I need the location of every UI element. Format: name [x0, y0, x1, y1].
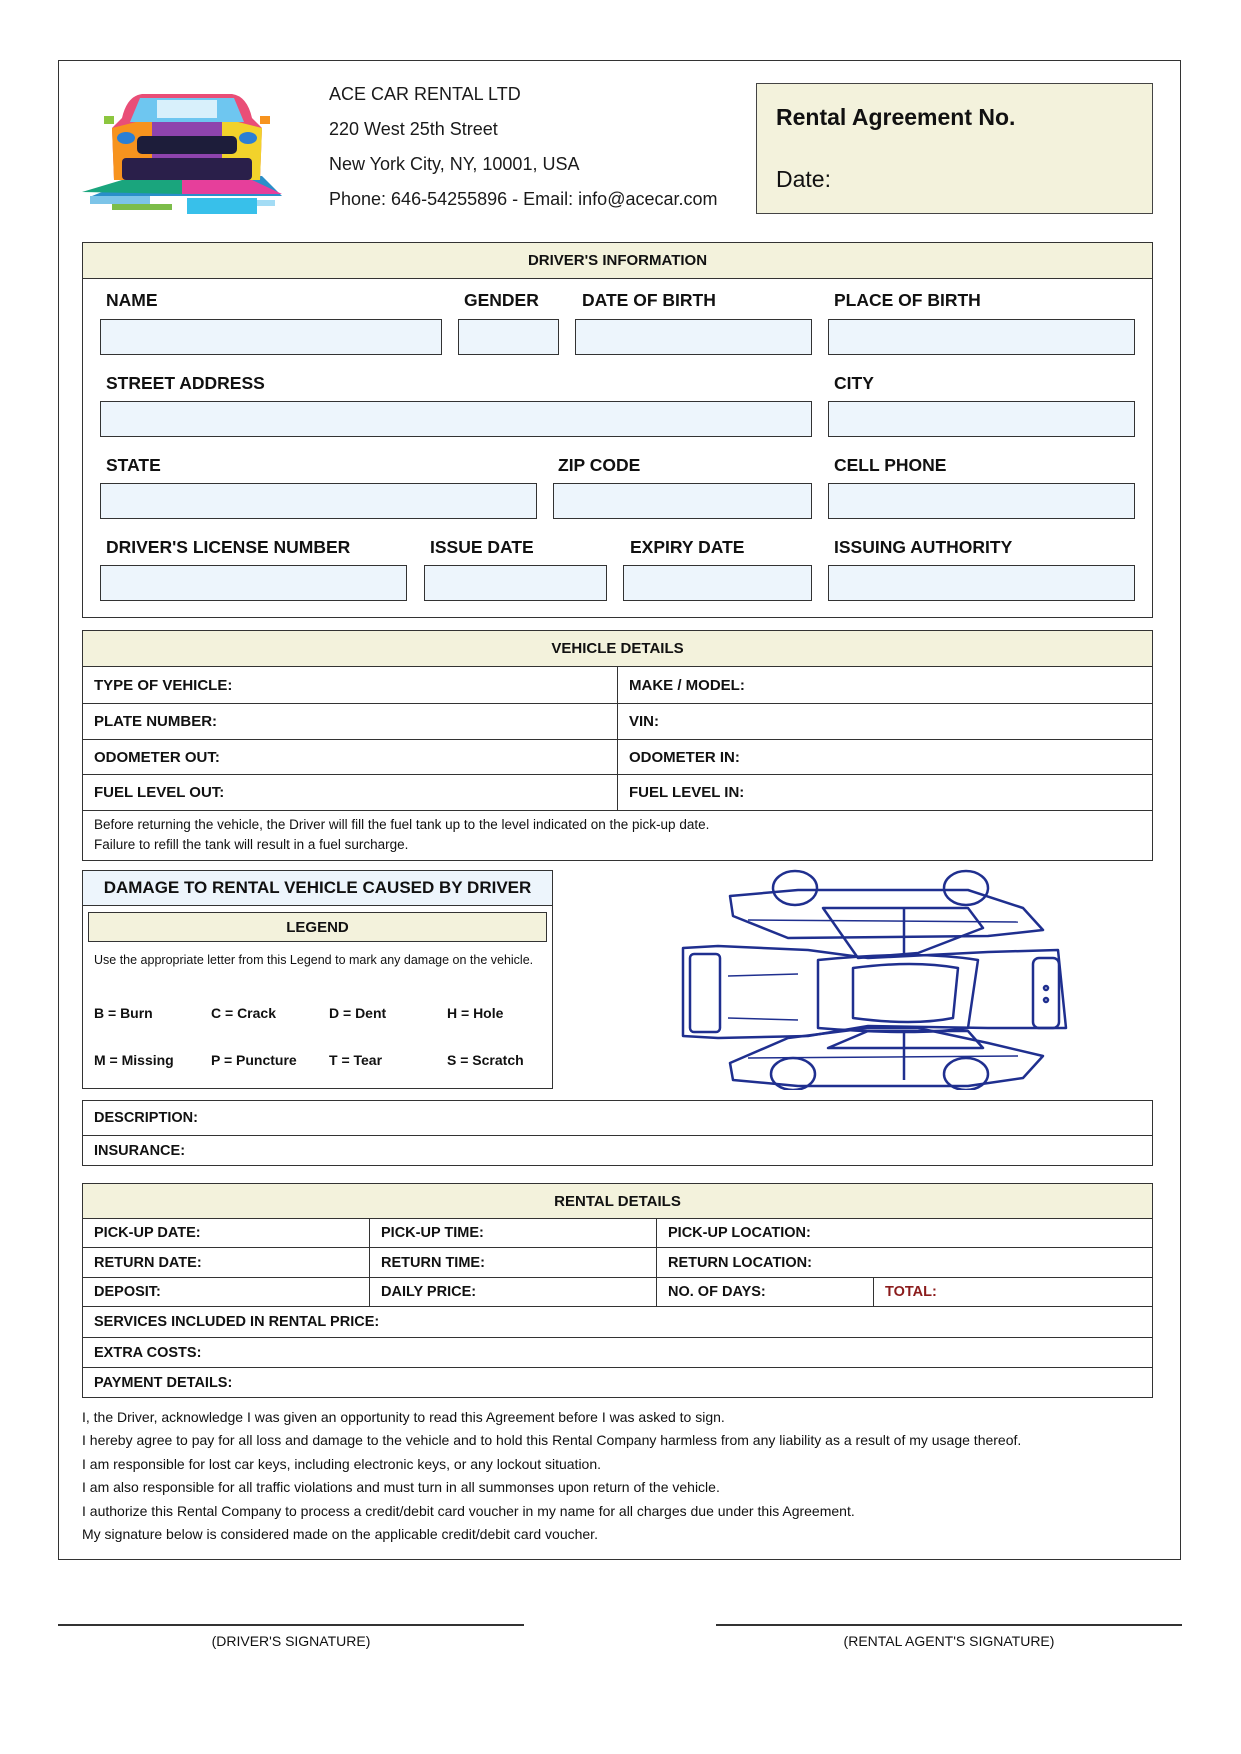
state-label: STATE — [106, 455, 161, 475]
rental-details-section — [82, 1183, 1153, 1398]
drivers-information-header: DRIVER'S INFORMATION — [83, 243, 1152, 279]
vehicle-row — [83, 740, 1152, 775]
expiry-date-label: EXPIRY DATE — [630, 537, 745, 557]
city-field[interactable] — [828, 401, 1135, 437]
dob-field[interactable] — [575, 319, 812, 355]
state-field[interactable] — [100, 483, 537, 519]
pob-field[interactable] — [828, 319, 1135, 355]
vehicle-row — [83, 667, 1152, 704]
term-line: My signature below is considered made on the applicable credit/debit card voucher. — [82, 1526, 598, 1542]
legend-missing: M = Missing — [94, 1052, 174, 1068]
cell-field[interactable] — [828, 483, 1135, 519]
license-field[interactable] — [100, 565, 407, 601]
company-name: ACE CAR RENTAL LTD — [329, 84, 521, 104]
type-of-vehicle-cell[interactable]: TYPE OF VEHICLE: — [94, 676, 233, 694]
return-date-cell[interactable]: RETURN DATE: — [94, 1254, 202, 1271]
term-line: I hereby agree to pay for all loss and damage to the vehicle and to hold this Rental Company harmless from any liability as a result of my usage thereof. — [82, 1432, 1022, 1448]
gender-label: GENDER — [464, 290, 539, 310]
term-line: I am responsible for lost car keys, including electronic keys, or any lockout situation. — [82, 1456, 602, 1472]
fuel-level-out-cell[interactable]: FUEL LEVEL OUT: — [94, 784, 225, 801]
rental-row — [83, 1248, 1152, 1278]
payment-details-cell[interactable]: PAYMENT DETAILS: — [94, 1374, 233, 1391]
legend-dent: D = Dent — [329, 1005, 387, 1021]
pob-label: PLACE OF BIRTH — [834, 290, 981, 310]
company-city: New York City, NY, 10001, USA — [329, 154, 580, 174]
legend-crack: C = Crack — [211, 1005, 276, 1021]
legend-hole: H = Hole — [447, 1005, 504, 1021]
legend-scratch: S = Scratch — [447, 1052, 524, 1068]
description-cell[interactable]: DESCRIPTION: — [94, 1110, 198, 1126]
drivers-information-section — [82, 242, 1153, 618]
rental-row — [83, 1278, 1152, 1307]
issuing-authority-label: ISSUING AUTHORITY — [834, 537, 1013, 557]
dob-label: DATE OF BIRTH — [582, 290, 716, 310]
plate-number-cell[interactable]: PLATE NUMBER: — [94, 713, 218, 730]
damage-header: DAMAGE TO RENTAL VEHICLE CAUSED BY DRIVER — [83, 871, 552, 906]
insurance-row — [83, 1136, 1152, 1166]
name-field[interactable] — [100, 319, 442, 355]
legend-burn: B = Burn — [94, 1005, 153, 1021]
vehicle-row — [83, 775, 1152, 811]
vehicle-row — [83, 704, 1152, 740]
rental-row — [83, 1219, 1152, 1248]
rental-details-header: RENTAL DETAILS — [83, 1184, 1152, 1219]
cell-label: CELL PHONE — [834, 455, 947, 475]
legend-puncture: P = Puncture — [211, 1052, 297, 1068]
driver-signature-label: (DRIVER'S SIGNATURE) — [211, 1633, 371, 1649]
damage-section — [82, 870, 553, 1089]
agent-signature-line[interactable] — [716, 1624, 1182, 1626]
odometer-in-cell[interactable]: ODOMETER IN: — [617, 740, 1152, 774]
pickup-location-cell[interactable]: PICK-UP LOCATION: — [656, 1219, 1152, 1247]
make-model-cell[interactable]: MAKE / MODEL: — [617, 667, 1152, 703]
fuel-level-in-cell[interactable]: FUEL LEVEL IN: — [617, 775, 1152, 810]
term-line: I authorize this Rental Company to process a credit/debit card voucher in my name for all charges due under this Agreement. — [82, 1503, 855, 1519]
services-included-cell[interactable]: SERVICES INCLUDED IN RENTAL PRICE: — [94, 1314, 380, 1330]
return-time-cell[interactable]: RETURN TIME: — [369, 1248, 656, 1277]
total-cell[interactable]: TOTAL: — [873, 1278, 1152, 1306]
agreement-date-label[interactable]: Date: — [776, 166, 831, 192]
term-line: I, the Driver, acknowledge I was given an opportunity to read this Agreement before I was asked to sign. — [82, 1409, 725, 1425]
agreement-box — [756, 83, 1153, 214]
city-label: CITY — [834, 373, 874, 393]
issue-date-label: ISSUE DATE — [430, 537, 534, 557]
no-of-days-cell[interactable]: NO. OF DAYS: — [656, 1278, 873, 1306]
deposit-cell[interactable]: DEPOSIT: — [94, 1284, 161, 1300]
gender-field[interactable] — [458, 319, 559, 355]
agent-signature-label: (RENTAL AGENT'S SIGNATURE) — [843, 1633, 1055, 1649]
expiry-date-field[interactable] — [623, 565, 812, 601]
term-line: I am also responsible for all traffic violations and must turn in all summonses upon return of the vehicle. — [82, 1479, 720, 1495]
company-logo — [82, 88, 292, 216]
zip-label: ZIP CODE — [558, 455, 641, 475]
description-row — [83, 1101, 1152, 1136]
pickup-date-cell[interactable]: PICK-UP DATE: — [94, 1225, 201, 1241]
pickup-time-cell[interactable]: PICK-UP TIME: — [369, 1219, 656, 1247]
name-label: NAME — [106, 290, 158, 310]
fuel-note-1: Before returning the vehicle, the Driver will fill the fuel tank up to the level indicated on the pick-up date. — [94, 817, 710, 832]
agreement-number-label[interactable]: Rental Agreement No. — [776, 104, 1016, 130]
company-street: 220 West 25th Street — [329, 119, 498, 139]
description-insurance-section — [82, 1100, 1153, 1166]
issuing-authority-field[interactable] — [828, 565, 1135, 601]
legend-tear: T = Tear — [329, 1052, 383, 1068]
insurance-cell[interactable]: INSURANCE: — [94, 1143, 186, 1159]
issue-date-field[interactable] — [424, 565, 607, 601]
street-label: STREET ADDRESS — [106, 373, 265, 393]
company-contact: Phone: 646-54255896 - Email: info@acecar.com — [329, 189, 718, 209]
rental-row — [83, 1307, 1152, 1338]
rental-row — [83, 1368, 1152, 1397]
vehicle-details-header: VEHICLE DETAILS — [83, 631, 1152, 667]
license-label: DRIVER'S LICENSE NUMBER — [106, 537, 351, 557]
vehicle-details-section — [82, 630, 1153, 861]
extra-costs-cell[interactable]: EXTRA COSTS: — [94, 1344, 202, 1361]
fuel-note-2: Failure to refill the tank will result in a fuel surcharge. — [94, 837, 409, 852]
driver-signature-line[interactable] — [58, 1624, 524, 1626]
vin-cell[interactable]: VIN: — [617, 704, 1152, 739]
legend-note: Use the appropriate letter from this Legend to mark any damage on the vehicle. — [94, 953, 534, 967]
zip-field[interactable] — [553, 483, 812, 519]
odometer-out-cell[interactable]: ODOMETER OUT: — [94, 748, 220, 766]
car-damage-diagram-icon — [668, 868, 1068, 1090]
daily-price-cell[interactable]: DAILY PRICE: — [369, 1278, 656, 1306]
car-damage-diagram[interactable] — [668, 868, 1068, 1090]
street-field[interactable] — [100, 401, 812, 437]
legend-header: LEGEND — [88, 912, 547, 942]
colorful-car-logo-icon — [82, 88, 292, 216]
return-location-cell[interactable]: RETURN LOCATION: — [656, 1248, 1152, 1277]
rental-row — [83, 1338, 1152, 1368]
